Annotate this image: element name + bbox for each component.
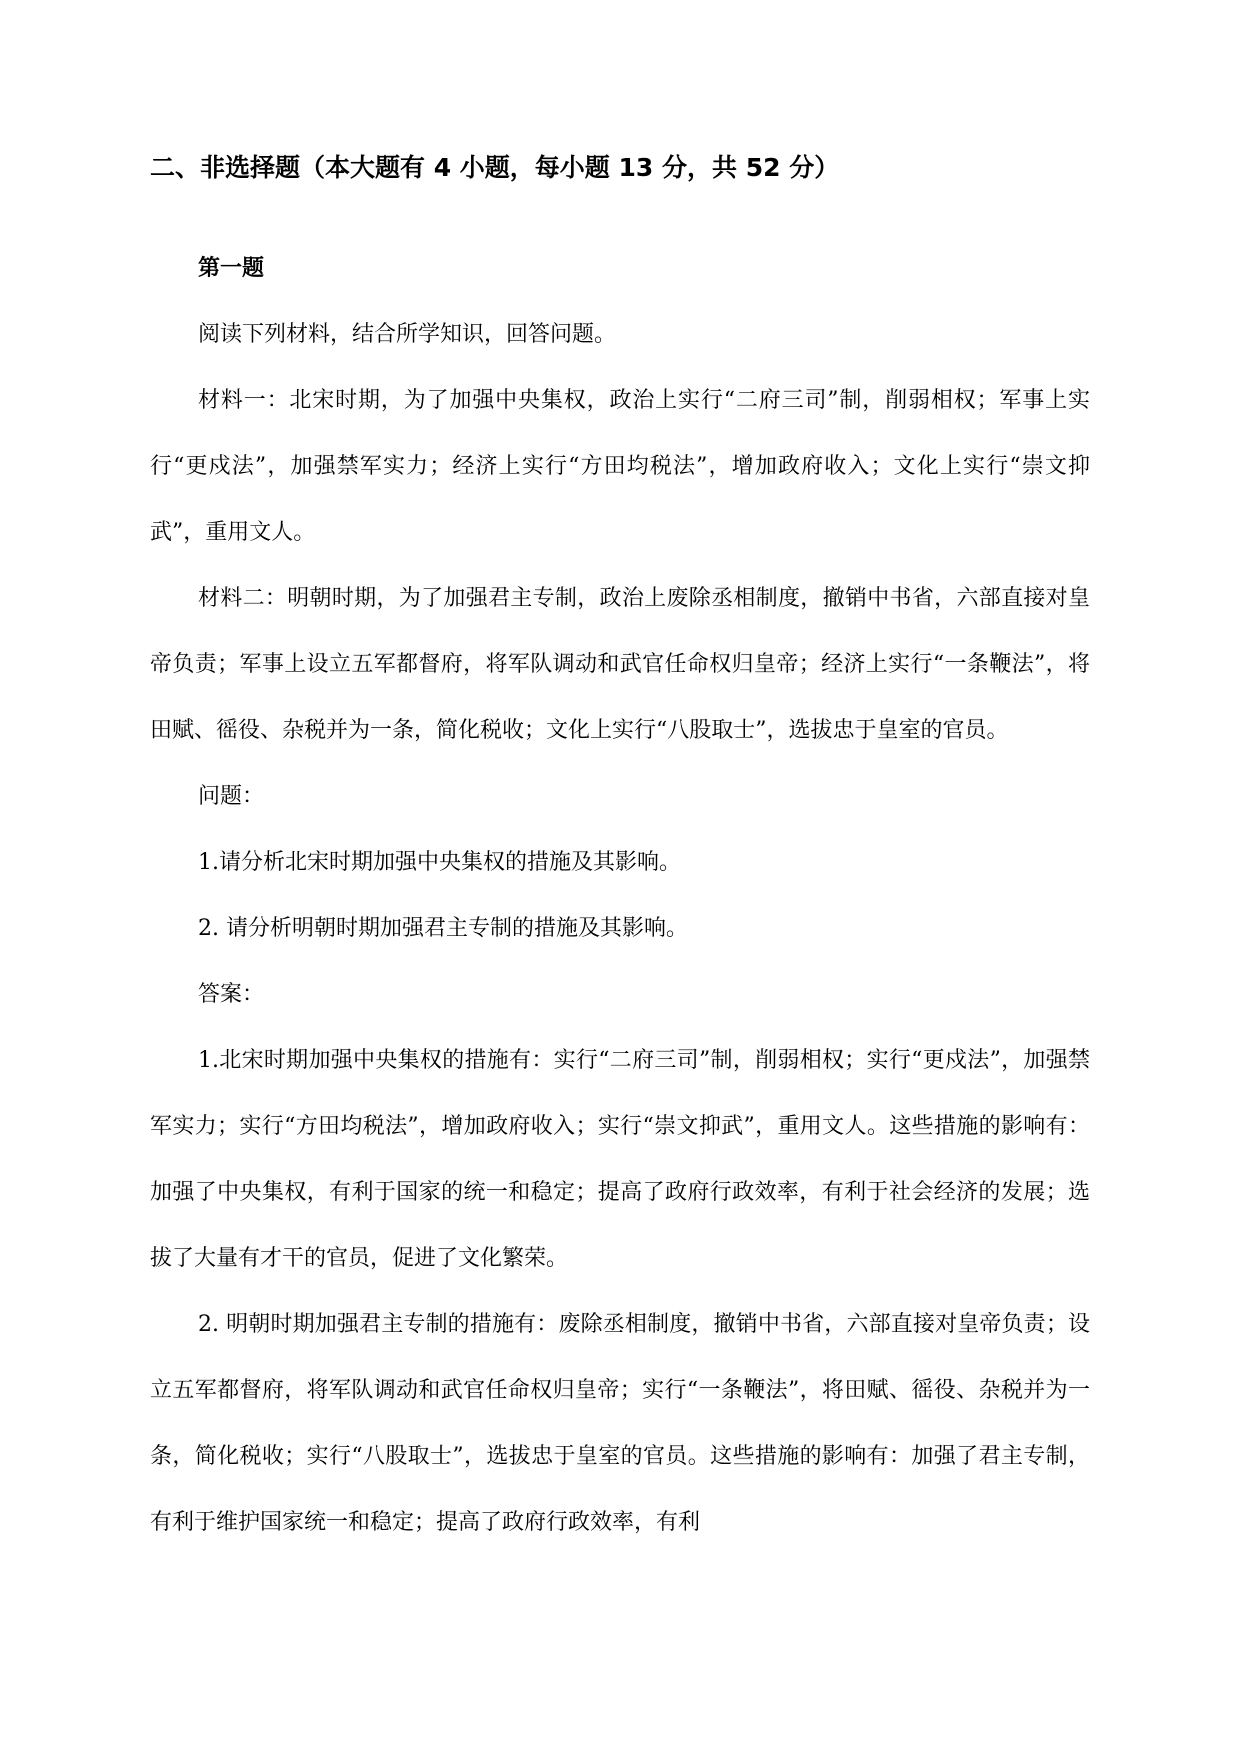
questions-label: 问题： <box>198 784 265 809</box>
answer-label: 答案： <box>198 982 265 1007</box>
answer-1: 1.北宋时期加强中央集权的措施有：实行“二府三司”制，削弱相权；实行“更戍法”，加强禁军实力；实行“方田均税法”，增加政府收入；实行“崇文抑武”，重用文人。这些措施的影响有：加强了中央集权，有利于国家的统一和稳定；提高了政府行政效率，有利于社会经济的发展；选拔了大量有才干的官员，促进了文化繁荣。 <box>150 1048 1090 1271</box>
question-2: 2. 请分析明朝时期加强君主专制的措施及其影响。 <box>198 916 688 941</box>
question-body <box>150 236 1090 1556</box>
section-title: 二、非选择题（本大题有 4 小题，每小题 13 分，共 52 分） <box>150 153 840 182</box>
material-2: 材料二：明朝时期，为了加强君主专制，政治上废除丞相制度，撤销中书省，六部直接对皇帝负责；军事上设立五军都督府，将军队调动和武官任命权归皇帝；经济上实行“一条鞭法”，将田赋、徭役、杂税并为一条，简化税收；文化上实行“八股取士”，选拔忠于皇室的官员。 <box>150 586 1090 743</box>
question-title: 第一题 <box>198 256 265 281</box>
material-1: 材料一：北宋时期，为了加强中央集权，政治上实行“二府三司”制，削弱相权；军事上实行“更戍法”，加强禁军实力；经济上实行“方田均税法”，增加政府收入；文化上实行“崇文抑武”，重用文人。 <box>150 388 1090 545</box>
answer-2: 2. 明朝时期加强君主专制的措施有：废除丞相制度，撤销中书省，六部直接对皇帝负责；设立五军都督府，将军队调动和武官任命权归皇帝；实行“一条鞭法”，将田赋、徭役、杂税并为一条，简化税收；实行“八股取士”，选拔忠于皇室的官员。这些措施的影响有：加强了君主专制，有利于维护国家统一和稳定；提高了政府行政效率，有利 <box>150 1312 1090 1535</box>
question-1: 1.请分析北宋时期加强中央集权的措施及其影响。 <box>198 850 681 875</box>
question-intro: 阅读下列材料，结合所学知识，回答问题。 <box>198 322 617 347</box>
